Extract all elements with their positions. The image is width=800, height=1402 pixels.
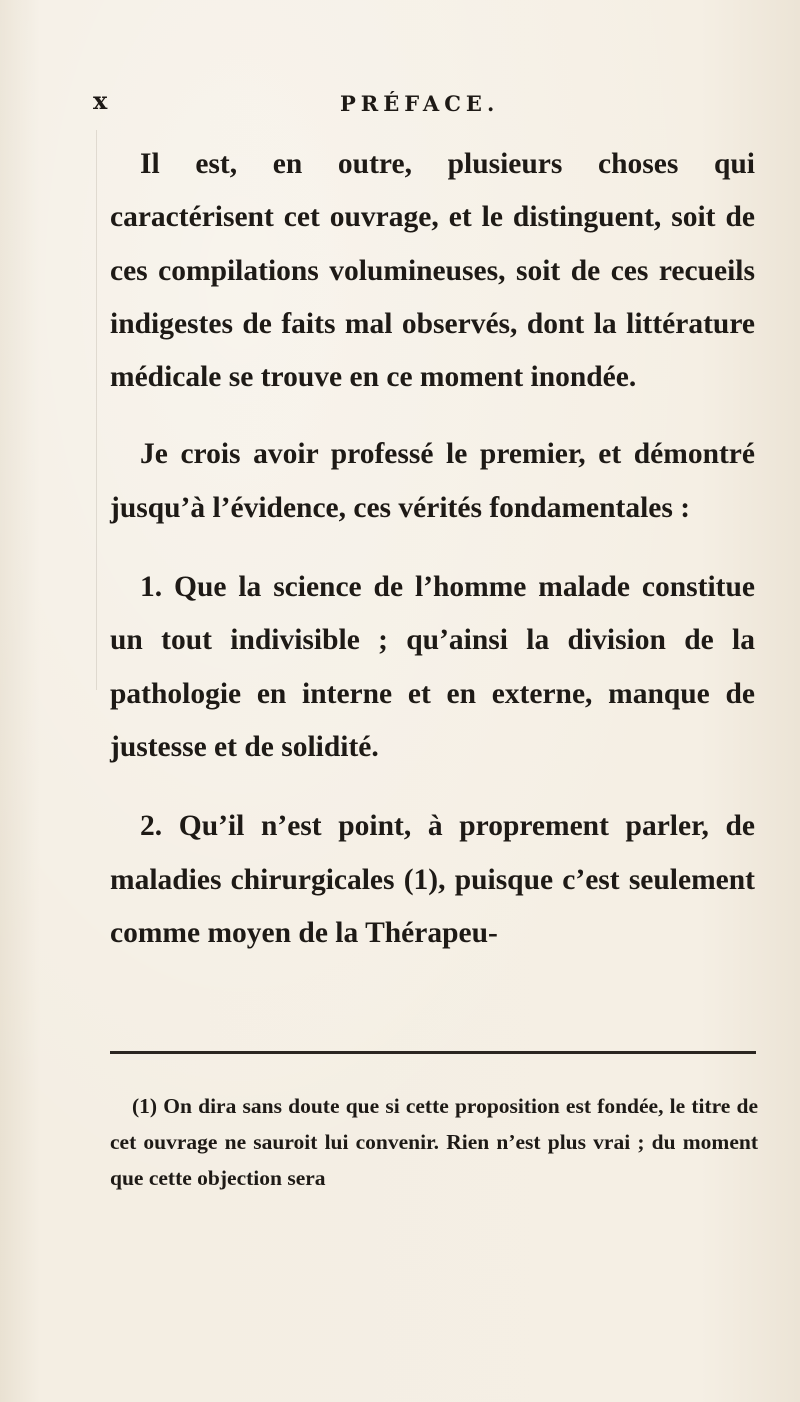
numbered-paragraph: 1. Que la science de l’homme malade constitue un tout indivisible ; qu’ainsi la division de la pathologie en interne et en externe, manque de justesse et de solidité. (110, 571, 755, 763)
footnote-text: (1) On dira sans doute que si cette proposition est fondée, le titre de cet ouvrage ne sauroit lui convenir. Rien n’est plus vrai ; du moment que cette objection sera (110, 1094, 758, 1190)
footnote-divider (110, 1051, 756, 1054)
paragraph: Je crois avoir professé le premier, et démontré jusqu’à l’évidence, ces vérités fondamentales : (110, 438, 755, 524)
page-header (0, 86, 800, 122)
main-text (110, 138, 755, 960)
footnote (110, 1088, 758, 1196)
page-number: x (93, 86, 108, 115)
page-gutter-shadow (96, 130, 97, 690)
paragraph: Il est, en outre, plusieurs choses qui caractérisent cet ouvrage, et le distinguent, soit de ces compilations volumineuses, soit de ces recueils indigestes de faits mal observés, dont la littérature médicale se trouve en ce moment inondée. (110, 148, 755, 394)
numbered-paragraph: 2. Qu’il n’est point, à proprement parler, de maladies chirurgicales (1), puisque c’est seulement comme moyen de la Thérapeu- (110, 810, 755, 949)
running-title: PRÉFACE. (340, 91, 500, 116)
